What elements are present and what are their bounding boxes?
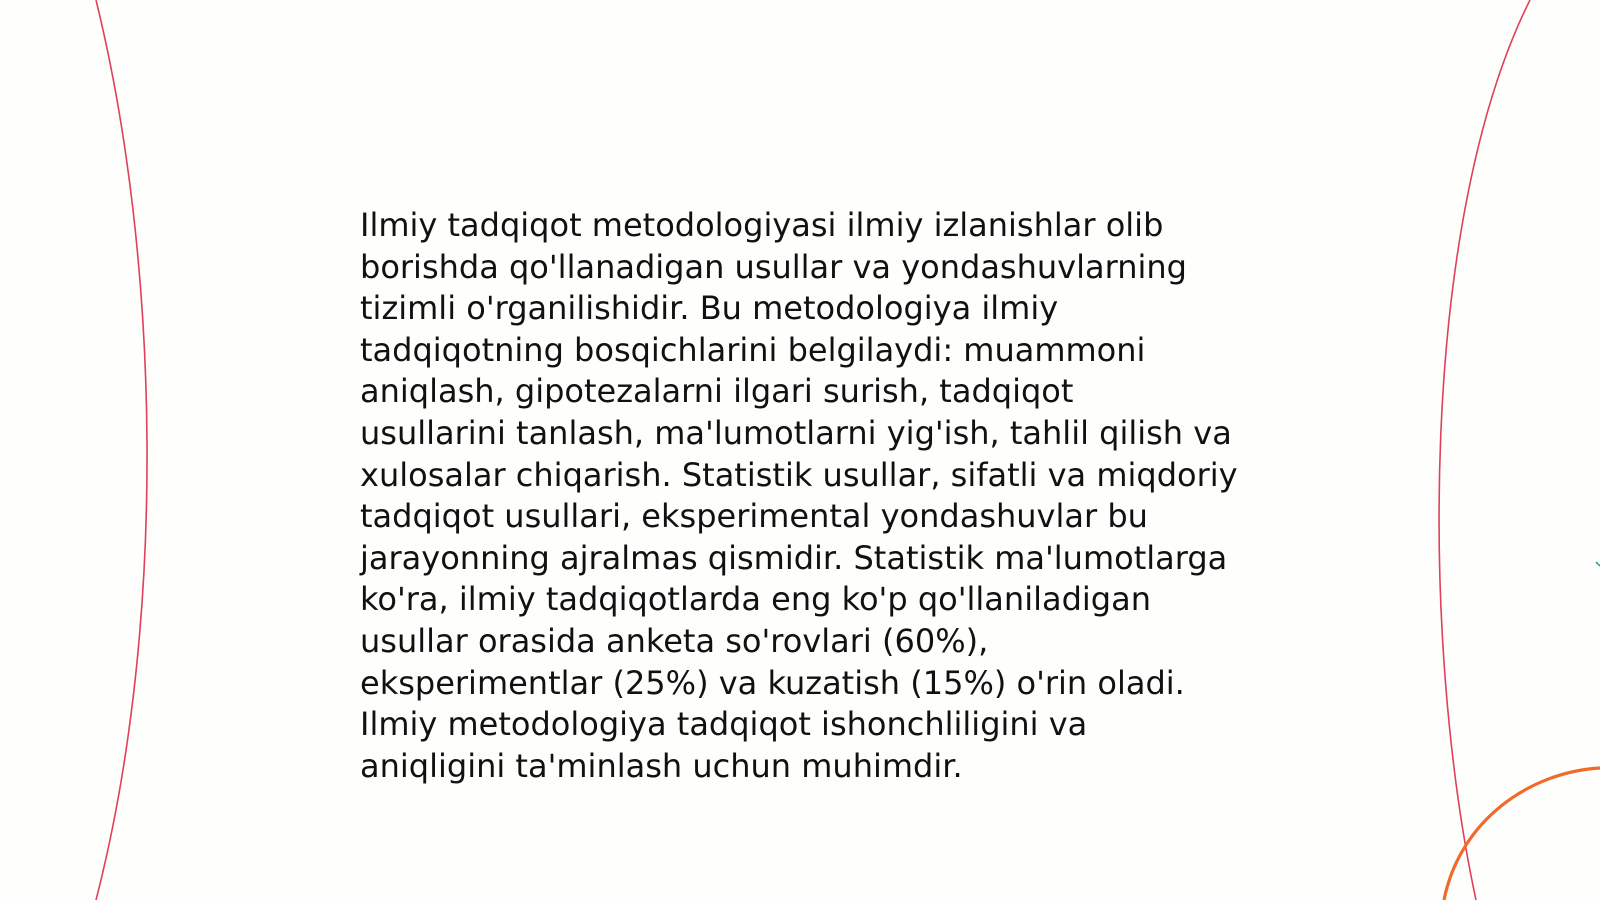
paragraph-line: Ilmiy tadqiqot metodologiyasi ilmiy izlanishlar olib [360, 206, 1164, 244]
paragraph-line: aniqligini ta'minlash uchun muhimdir. [360, 746, 963, 785]
paragraph-line: tadqiqotning bosqichlarini belgilaydi: muammoni [360, 330, 1146, 369]
body-paragraph [360, 205, 1260, 787]
corner-orange-arc [1444, 768, 1600, 900]
left-decorative-curve [96, 0, 147, 900]
paragraph-line: borishda qo'llanadigan usullar va yondashuvlarning [360, 247, 1187, 286]
paragraph-line: Ilmiy metodologiya tadqiqot ishonchliligini va [360, 705, 1088, 744]
paragraph-line: usullar orasida anketa so'rovlari (60%), [360, 621, 989, 660]
paragraph-line: jarayonning ajralmas qismidir. Statistik ma'lumotlarga [360, 538, 1228, 577]
right-decorative-curve [1439, 0, 1530, 900]
paragraph-line: eksperimentlar (25%) va kuzatish (15%) o'rin oladi. [360, 663, 1185, 702]
paragraph-line: tadqiqot usullari, eksperimental yondashuvlar bu [360, 497, 1148, 536]
paragraph-line: xulosalar chiqarish. Statistik usullar, sifatli va miqdoriy [360, 455, 1238, 494]
paragraph-line: aniqlash, gipotezalarni ilgari surish, tadqiqot [360, 372, 1074, 411]
paragraph-line: tizimli o'rganilishidir. Bu metodologiya ilmiy [360, 289, 1059, 328]
edge-teal-mark [1596, 562, 1600, 566]
paragraph-line: ko'ra, ilmiy tadqiqotlarda eng ko'p qo'llaniladigan [360, 580, 1151, 619]
paragraph-line: usullarini tanlash, ma'lumotlarni yig'ish, tahlil qilish va [360, 413, 1232, 452]
